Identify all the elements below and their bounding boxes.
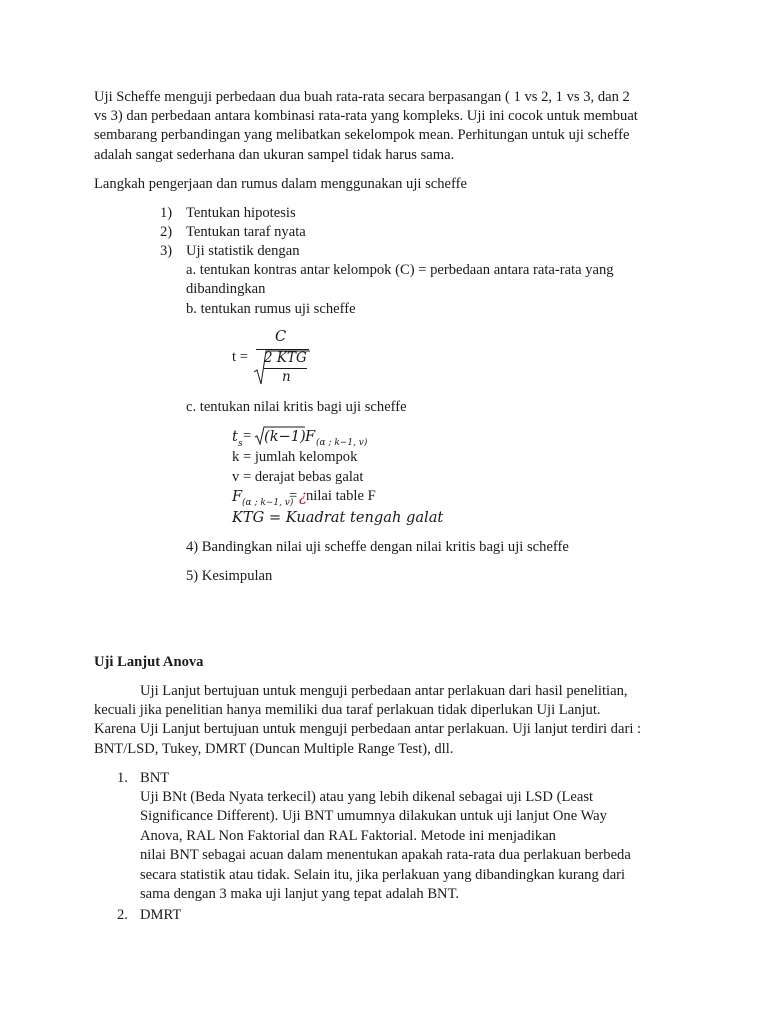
item-line: Uji BNt (Beda Nyata terkecil) atau yang lebih dikenal sebagai uji LSD (Least bbox=[140, 789, 594, 805]
list-title: BNT bbox=[140, 770, 170, 786]
ts-equals: = bbox=[243, 428, 252, 444]
step-5: 5) Kesimpulan bbox=[186, 568, 273, 584]
f-subscript: (α ; k−1, v) bbox=[316, 438, 368, 448]
list-title: DMRT bbox=[140, 907, 182, 923]
section-heading: Uji Lanjut Anova bbox=[94, 654, 204, 670]
step-4: 4) Bandingkan nilai uji scheffe dengan nilai kritis bagi uji scheffe bbox=[186, 539, 569, 555]
list-number: 3) bbox=[160, 243, 173, 259]
intro-line: vs 3) dan perbedaan antara kombinasi rata-rata yang kompleks. Uji ini cocok untuk membuat bbox=[94, 108, 638, 124]
inner-denominator: n bbox=[282, 369, 291, 385]
f-text: nilai table F bbox=[306, 488, 376, 504]
formula-lhs: t = bbox=[232, 349, 248, 365]
item-line: nilai BNT sebagai acuan dalam menentukan apakah rata-rata dua perlakuan berbeda bbox=[140, 847, 631, 863]
item-line: Significance Different). Uji BNT umumnya dilakukan untuk uji lanjut One Way bbox=[140, 808, 607, 824]
substep-c: c. tentukan nilai kritis bagi uji scheffe bbox=[186, 399, 407, 415]
ts-subscript: s bbox=[238, 439, 243, 449]
paragraph-line: BNT/LSD, Tukey, DMRT (Duncan Multiple Range Test), dll. bbox=[94, 741, 454, 757]
ts-symbol: t bbox=[232, 428, 238, 445]
intro-line: adalah sangat sederhana dan ukuran sampel tidak harus sama. bbox=[94, 147, 455, 163]
list-number: 1) bbox=[160, 205, 173, 221]
item-line: secara statistik atau tidak. Selain itu, jika perlakuan yang dibandingkan kurang dari bbox=[140, 867, 626, 883]
list-text: Tentukan hipotesis bbox=[186, 205, 296, 221]
paragraph-line: kecuali jika penelitian hanya memiliki dua taraf perlakuan tidak diperlukan Uji Lanjut. bbox=[94, 702, 601, 718]
intro-line: sembarang perbandingan yang melibatkan sekelompok mean. Perhitungan untuk uji scheffe bbox=[94, 127, 630, 143]
f-symbol: F bbox=[305, 428, 316, 445]
list-number: 2) bbox=[160, 224, 173, 240]
list-text: Uji statistik dengan bbox=[186, 243, 300, 259]
paragraph-line: Karena Uji Lanjut bertujuan untuk menguji perbedaan antar perlakuan. Uji lanjut terdiri dari : bbox=[94, 721, 642, 737]
def-ktg: KTG = Kuadrat tengah galat bbox=[232, 509, 444, 526]
list-number: 2. bbox=[117, 907, 128, 923]
substep-a-cont: dibandingkan bbox=[186, 281, 266, 297]
f-subscript: (α ; k−1, v) bbox=[242, 498, 294, 508]
item-line: Anova, RAL Non Faktorial dan RAL Faktorial. Metode ini menjadikan bbox=[140, 828, 556, 844]
paragraph-line: Uji Lanjut bertujuan untuk menguji perbedaan antar perlakuan dari hasil penelitian, bbox=[140, 683, 628, 699]
inner-numerator: 2 KTG bbox=[264, 350, 307, 366]
steps-intro: Langkah pengerjaan dan rumus dalam menggunakan uji scheffe bbox=[94, 176, 467, 192]
f-mark: ¿ bbox=[299, 488, 307, 505]
f-equals: = bbox=[289, 488, 298, 504]
ts-root-content: (k−1) bbox=[264, 428, 306, 445]
list-text: Tentukan taraf nyata bbox=[186, 224, 306, 240]
item-line: sama dengan 3 maka uji lanjut yang tepat adalah BNT. bbox=[140, 886, 460, 902]
formula-numerator: C bbox=[275, 328, 287, 345]
def-v: v = derajat bebas galat bbox=[232, 469, 364, 485]
f-symbol: F bbox=[232, 488, 243, 505]
def-k: k = jumlah kelompok bbox=[232, 449, 358, 465]
substep-a: a. tentukan kontras antar kelompok (C) = perbedaan antara rata-rata yang bbox=[186, 262, 614, 278]
substep-b: b. tentukan rumus uji scheffe bbox=[186, 301, 356, 317]
intro-line: Uji Scheffe menguji perbedaan dua buah rata-rata secara berpasangan ( 1 vs 2, 1 vs 3, dan 2 bbox=[94, 89, 630, 105]
list-number: 1. bbox=[117, 770, 128, 786]
